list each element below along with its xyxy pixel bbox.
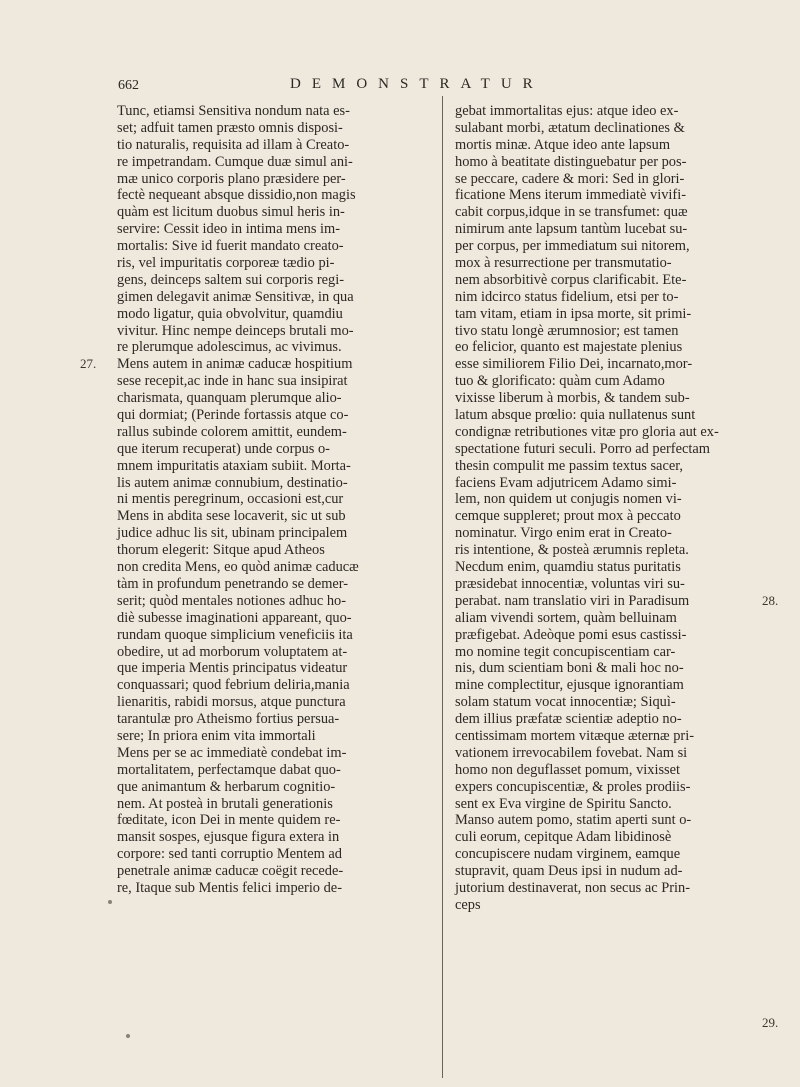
text-line: re plerumque adolescimus, ac vivimus. bbox=[117, 339, 342, 356]
text-line: mine complectitur, ejusque ignorantiam bbox=[455, 677, 684, 694]
text-line: gens, deinceps saltem sui corporis regi- bbox=[117, 271, 344, 288]
text-line: vationem irrevocabilem fovebat. Nam si bbox=[455, 744, 688, 761]
text-line: dem illius præfatæ scientiæ adeptio no- bbox=[455, 711, 682, 728]
text-line: Tunc, etiamsi Sensitiva nondum nata es- bbox=[117, 103, 350, 119]
text-line: judice adhuc lis sit, ubinam principalem bbox=[117, 525, 348, 542]
text-line: rallus subinde colorem amittit, eundem- bbox=[117, 423, 347, 440]
text-line: lis autem animæ connubium, destinatio- bbox=[117, 474, 348, 491]
text-line: præsidebat innocentiæ, voluntas viri su- bbox=[455, 575, 685, 592]
text-line: vivitur. Hinc nempe deinceps brutali mo- bbox=[117, 322, 354, 339]
text-line: conquassari; quod febrium deliria,mania bbox=[117, 677, 350, 694]
marginal-number-right-second: 29. bbox=[762, 1015, 779, 1030]
text-line: quàm est licitum duobus simul heris in- bbox=[117, 204, 345, 221]
text-line: nim idcirco status fidelium, etsi per to- bbox=[455, 288, 679, 305]
text-line: mortalitatem, perfectamque dabat quo- bbox=[117, 761, 341, 778]
text-line: sere; In priora enim vita immortali bbox=[117, 727, 316, 744]
text-line: gimen delegavit animæ Sensitivæ, in qua bbox=[117, 288, 354, 305]
text-line: mortalis: Sive id fuerit mandato creato- bbox=[117, 238, 344, 255]
text-line: diè subesse imaginationi appareant, quo- bbox=[117, 609, 352, 626]
text-line: eo felicior, quanto est majestate plenius bbox=[455, 339, 683, 356]
text-line: serit; quòd mentales notiones adhuc ho- bbox=[117, 592, 346, 609]
text-line: tàm in profundum penetrando se demer- bbox=[117, 575, 349, 592]
text-line: que imperia Mentis principatus videatur bbox=[117, 660, 348, 677]
text-line: mansit sospes, ejusque figura extera in bbox=[117, 829, 340, 846]
marginal-number-left: 27. bbox=[80, 356, 97, 371]
text-line: homo à beatitate distinguebatur per pos- bbox=[455, 153, 687, 170]
running-head: DEMONSTRATUR bbox=[290, 76, 544, 92]
text-line: fœditate, icon Dei in mente quidem re- bbox=[117, 812, 341, 829]
text-line: mnem impuritatis ataxiam subiit. Morta- bbox=[117, 457, 351, 474]
text-line: per corpus, per immediatum sui nitorem, bbox=[455, 238, 690, 255]
text-line: tivo statu longè ærumnosior; est tamen bbox=[455, 322, 679, 339]
text-line: Necdum enim, quamdiu status puritatis bbox=[455, 559, 681, 576]
text-line: tam vitam, etiam in ipsa morte, sit primi- bbox=[455, 305, 692, 322]
text-line: homo non deguflasset pomum, vixisset bbox=[455, 761, 681, 778]
text-line: re, Itaque sub Mentis felici imperio de- bbox=[117, 879, 342, 896]
text-line: cabit corpus,idque in se transfumet: quæ bbox=[455, 204, 688, 221]
text-line: nimirum ante lapsum tantùm lucebat su- bbox=[455, 221, 688, 238]
text-line: modo ligatur, quia obvolvitur, quamdiu bbox=[117, 305, 343, 322]
text-line: obedire, ut ad morborum voluptatem at- bbox=[117, 643, 348, 660]
text-line: Mens in abdita sese locaverit, sic ut sub bbox=[117, 508, 346, 525]
text-line: cemque suppleret; prout mox à peccato bbox=[455, 508, 681, 525]
text-line: qui dormiat; (Perinde fortassis atque co- bbox=[117, 407, 349, 424]
text-line: penetrale animæ caducæ coëgit recede- bbox=[117, 863, 344, 880]
text-line: ceps bbox=[455, 896, 481, 913]
text-line: Mens per se ac immediatè condebat im- bbox=[117, 744, 347, 761]
text-line: sent ex Eva virgine de Spiritu Sancto. bbox=[455, 795, 672, 812]
text-line: lienaritis, rabidi morsus, atque punctura bbox=[117, 694, 346, 711]
text-line: set; adfuit tamen præsto omnis disposi- bbox=[117, 119, 343, 136]
text-line: lem, non quidem ut conjugis nomen vi- bbox=[455, 491, 682, 508]
text-line: expers concupiscentiæ, & proles prodiis- bbox=[455, 778, 691, 795]
text-line: charismata, quanquam plerumque alio- bbox=[117, 390, 342, 407]
text-line: gebat immortalitas ejus: atque ideo ex- bbox=[455, 103, 679, 119]
text-line: spectatione futuri seculi. Porro ad perfectam bbox=[455, 440, 710, 457]
text-line: servire: Cessit ideo in intima mens im- bbox=[117, 221, 341, 238]
text-line: Mens autem in animæ caducæ hospitium bbox=[117, 356, 353, 373]
text-line: ficatione Mens iterum immediatè vivifi- bbox=[455, 187, 686, 204]
text-line: ni mentis peregrinum, occasioni est,cur bbox=[117, 491, 344, 508]
text-line: mortis minæ. Atque ideo ante lapsum bbox=[455, 136, 671, 153]
text-line: mo nomine tegit concupiscentiam car- bbox=[455, 643, 676, 660]
text-line: tuo & glorificato: quàm cum Adamo bbox=[455, 373, 665, 390]
text-line: mox à resurrectione per transmutatio- bbox=[455, 255, 672, 272]
text-line: tio naturalis, requisita ad illam à Creato- bbox=[117, 136, 350, 153]
ink-blot bbox=[126, 1034, 130, 1038]
page-number: 662 bbox=[118, 78, 139, 93]
right-column bbox=[455, 103, 757, 914]
text-line: thesin compulit me passim textus sacer, bbox=[455, 457, 684, 474]
text-line: concupiscere nudam virginem, eamque bbox=[455, 846, 681, 863]
text-line: vixisse liberum à morbis, & tandem sub- bbox=[455, 390, 690, 407]
text-line: Manso autem pomo, statim aperti sunt o- bbox=[455, 812, 692, 829]
marginal-number-right-first: 28. bbox=[762, 593, 779, 608]
text-line: culi eorum, cepitque Adam libidinosè bbox=[455, 829, 672, 846]
ink-blot bbox=[108, 900, 112, 904]
text-line: sulabant morbi, ætatum declinationes & bbox=[455, 119, 685, 136]
text-line: nem absorbitivè corpus clarificabit. Ete- bbox=[455, 271, 687, 288]
text-line: corpore: sed tanti corruptio Mentem ad bbox=[117, 846, 342, 863]
left-column bbox=[117, 103, 419, 897]
text-line: rundam quoque simplicium veneficiis ita bbox=[117, 626, 353, 643]
text-line: thorum elegerit: Sitque apud Atheos bbox=[117, 542, 325, 559]
text-line: condignæ retributiones vitæ pro gloria aut ex- bbox=[455, 423, 719, 440]
text-line: que animantum & herbarum cognitio- bbox=[117, 778, 336, 795]
text-line: centissimam mortem vitæque æternæ pri- bbox=[455, 727, 695, 744]
text-line: nominatur. Virgo enim erat in Creato- bbox=[455, 525, 672, 542]
text-line: esse similiorem Filio Dei, incarnato,mor- bbox=[455, 356, 693, 373]
text-line: sese recepit,ac inde in hanc sua insipirat bbox=[117, 373, 348, 390]
text-line: ris intentione, & posteà ærumnis repleta. bbox=[455, 542, 689, 559]
text-line: solam statum vocat innocentiæ; Siquì- bbox=[455, 694, 676, 711]
text-line: aliam vivendi sortem, quàm belluinam bbox=[455, 609, 677, 626]
text-line: faciens Evam adjutricem Adamo simi- bbox=[455, 474, 677, 491]
text-line: præfigebat. Adeòque pomi esus castissi- bbox=[455, 626, 687, 643]
page-header bbox=[118, 76, 698, 100]
text-line: nis, dum scientiam boni & mali hoc no- bbox=[455, 660, 684, 677]
column-divider bbox=[442, 96, 443, 1078]
text-line: nem. At posteà in brutali generationis bbox=[117, 795, 333, 812]
text-line: re impetrandam. Cumque duæ simul ani- bbox=[117, 153, 353, 170]
text-line: jutorium destinaverat, non secus ac Prin- bbox=[455, 879, 690, 896]
text-line: mæ unico corporis plano præsidere per- bbox=[117, 170, 346, 187]
text-line: ris, vel impuritatis corporeæ tædio pi- bbox=[117, 255, 335, 272]
text-line: tarantulæ pro Atheismo fortius persua- bbox=[117, 711, 340, 728]
text-line: fectè nequeant absque dissidio,non magis bbox=[117, 187, 356, 204]
text-line: latum absque prœlio: quia nullatenus sunt bbox=[455, 407, 696, 424]
text-line: se peccare, cadere & mori: Sed in glori- bbox=[455, 170, 685, 187]
text-line: non credita Mens, eo quòd animæ caducæ bbox=[117, 559, 359, 576]
text-line: que iterum recuperat) unde corpus o- bbox=[117, 440, 330, 457]
text-line: perabat. nam translatio viri in Paradisum bbox=[455, 592, 690, 609]
text-line: stupravit, quam Deus ipsi in nudum ad- bbox=[455, 863, 683, 880]
